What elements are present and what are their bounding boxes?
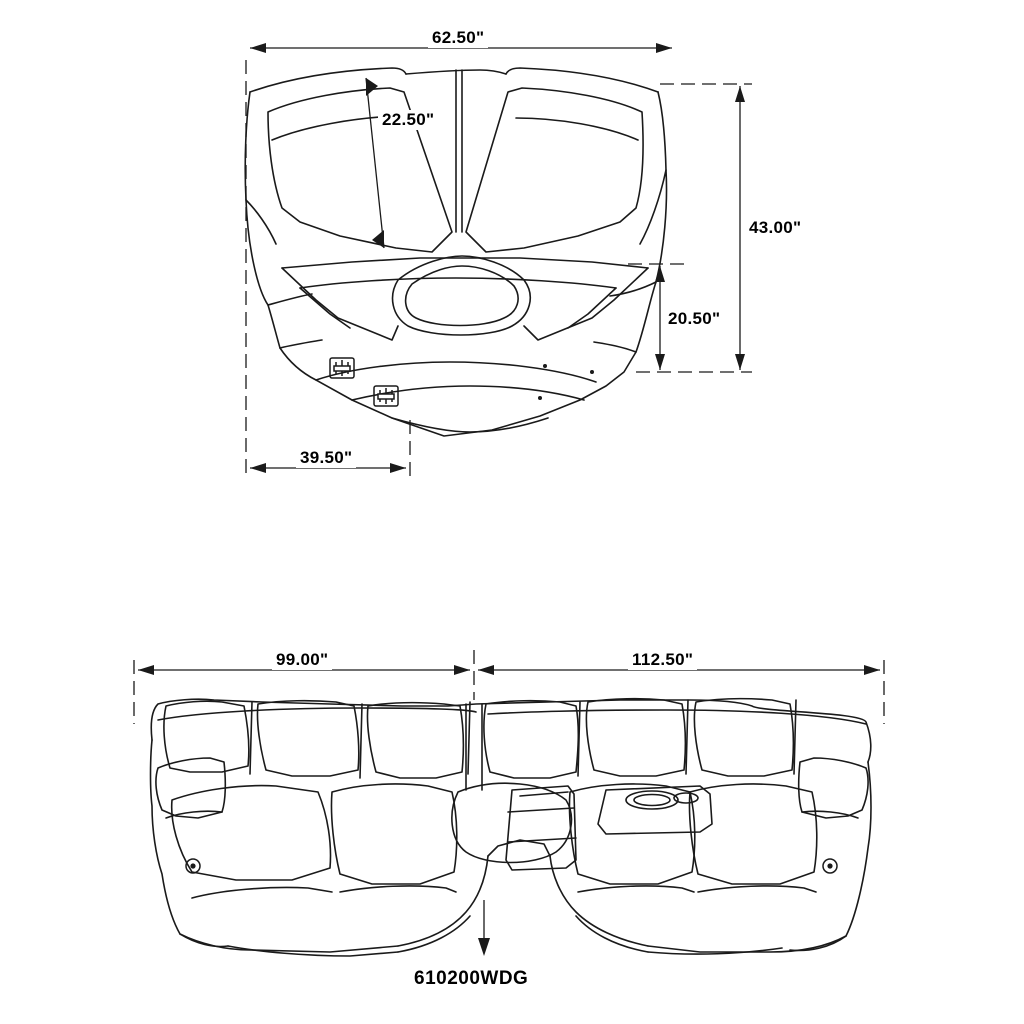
sectional-outline (151, 699, 872, 956)
dim-label-left-section-length: 99.00" (272, 650, 332, 670)
dim-label-back-cushion-height: 22.50" (378, 110, 438, 130)
dim-label-seat-width: 39.50" (296, 448, 356, 468)
power-button-right (823, 859, 837, 873)
model-number-label: 610200WDG (414, 968, 529, 989)
dim-label-right-section-length: 112.50" (628, 650, 697, 670)
dim-label-width-top: 62.50" (428, 28, 488, 48)
dim-label-seat-height: 20.50" (664, 309, 724, 329)
dim-label-overall-height: 43.00" (745, 218, 805, 238)
dimension-lines-bottom-view (134, 650, 884, 952)
